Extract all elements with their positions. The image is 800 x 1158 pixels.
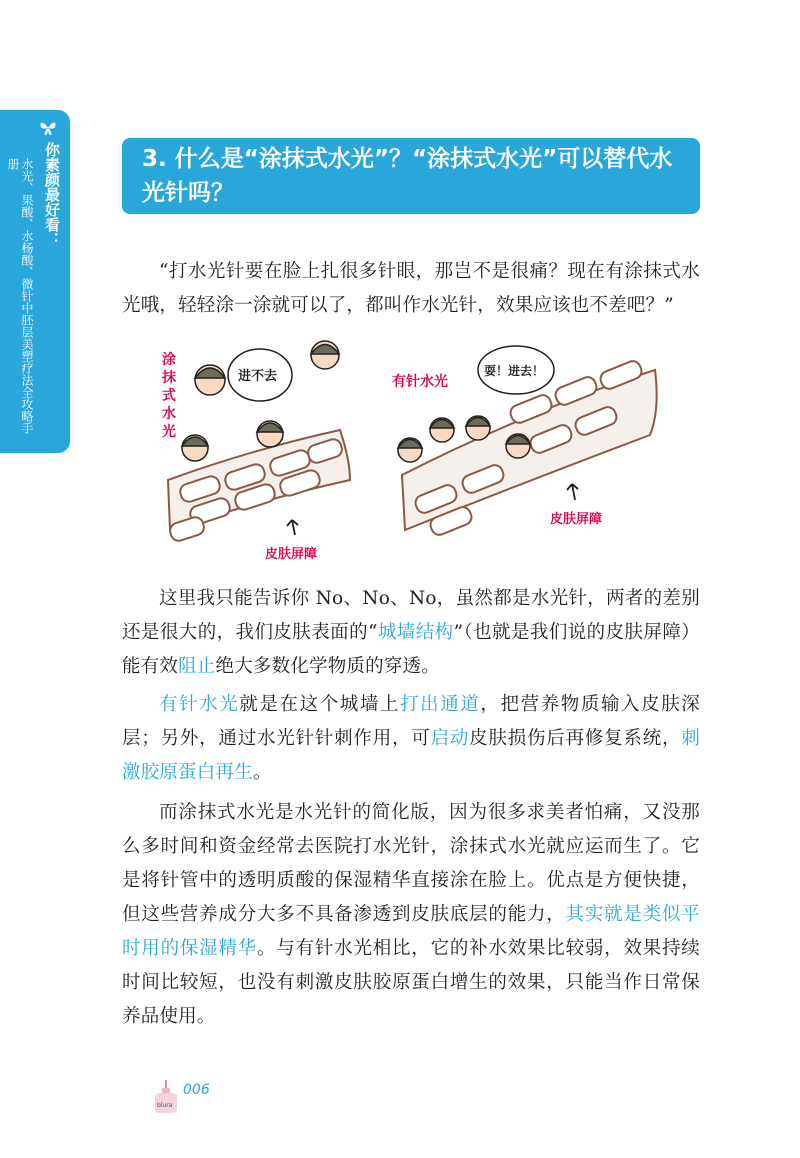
highlight-text: 其实就是类似平时用的保湿精华 <box>122 904 700 959</box>
highlight-text: 阻止 <box>178 656 216 677</box>
body-text: ”（也就是我们说的皮肤屏障）能有效 <box>122 622 700 677</box>
paragraph-needle <box>122 688 700 790</box>
paragraph-intro <box>122 582 700 684</box>
highlight-text: 打出通道 <box>400 694 481 715</box>
body-text: 。 <box>252 762 272 783</box>
bottle-icon <box>152 1080 178 1114</box>
book-title: 你素颜最好看： <box>43 142 61 247</box>
left-label-char: 涂 <box>162 352 176 368</box>
left-label-char: 抹 <box>162 370 176 386</box>
highlight-text: 启动 <box>430 728 470 749</box>
page-number: 006 <box>183 1082 210 1098</box>
body-text: ，把营养物质输入皮肤深层；另外，通过水光针针刺作用，可 <box>122 694 700 749</box>
left-barrier-label: 皮肤屏障 <box>265 547 318 562</box>
left-label-char: 式 <box>162 388 176 404</box>
illustration <box>150 330 660 580</box>
left-label <box>161 351 177 440</box>
highlight-text: 城墙结构 <box>377 622 454 643</box>
left-label-char: 水 <box>162 406 176 422</box>
highlight-text: 有针水光 <box>159 694 240 715</box>
butterfly-icon <box>39 120 57 136</box>
body-text: 这里我只能告诉你 No、No、No，虽然都是水光针，两者的差别还是很大的，我们皮肤表面的“ <box>122 588 700 643</box>
highlight-text: 刺激胶原蛋白再生 <box>122 728 701 783</box>
body-text: 。与有针水光相比，它的补水效果比较弱，效果持续时间比较短，也没有刺激皮肤胶原蛋白增生的效果，只能当作日常保养品使用。 <box>122 938 701 1027</box>
body-text: “打水光针要在脸上扎很多针眼，那岂不是很痛？现在有涂抹式水光哦，轻轻涂一涂就可以了，都叫作水光针，效果应该也不差吧？” <box>122 261 700 316</box>
paragraph-quote <box>122 255 700 323</box>
bottle-label: blura <box>157 1102 173 1109</box>
left-speech-bubble <box>228 349 292 401</box>
right-barrier-label: 皮肤屏障 <box>550 512 603 527</box>
left-label-char: 光 <box>162 424 176 440</box>
body-text: 绝大多数化学物质的穿透。 <box>215 656 440 677</box>
body-text: 皮肤损伤后再修复系统， <box>469 728 682 749</box>
body-text: 就是在这个城墙上 <box>239 694 401 715</box>
right-speech-bubble <box>478 346 554 394</box>
left-bubble-text: 进不去 <box>238 369 278 384</box>
section-heading-box <box>122 138 700 214</box>
right-label: 有针水光 <box>392 374 448 390</box>
paragraph-topical <box>122 796 700 1034</box>
section-heading: 3. 什么是“涂抹式水光”？“涂抹式水光”可以替代水光针吗？ <box>142 146 673 206</box>
book-subtitle: 水光、果酸、水杨酸、微针中胚层美塑疗法全攻略手册 <box>6 158 34 434</box>
body-text: 而涂抹式水光是水光针的简化版，因为很多求美者怕痛，又没那么多时间和资金经常去医院打水光针，涂抹式水光就应运而生了。它是将针管中的透明质酸的保湿精华直接涂在脸上。优点是方便快捷，但这些营养成分大多不具备渗透到皮肤底层的能力， <box>122 802 700 925</box>
right-bubble-text: 耍！进去！ <box>484 364 545 378</box>
